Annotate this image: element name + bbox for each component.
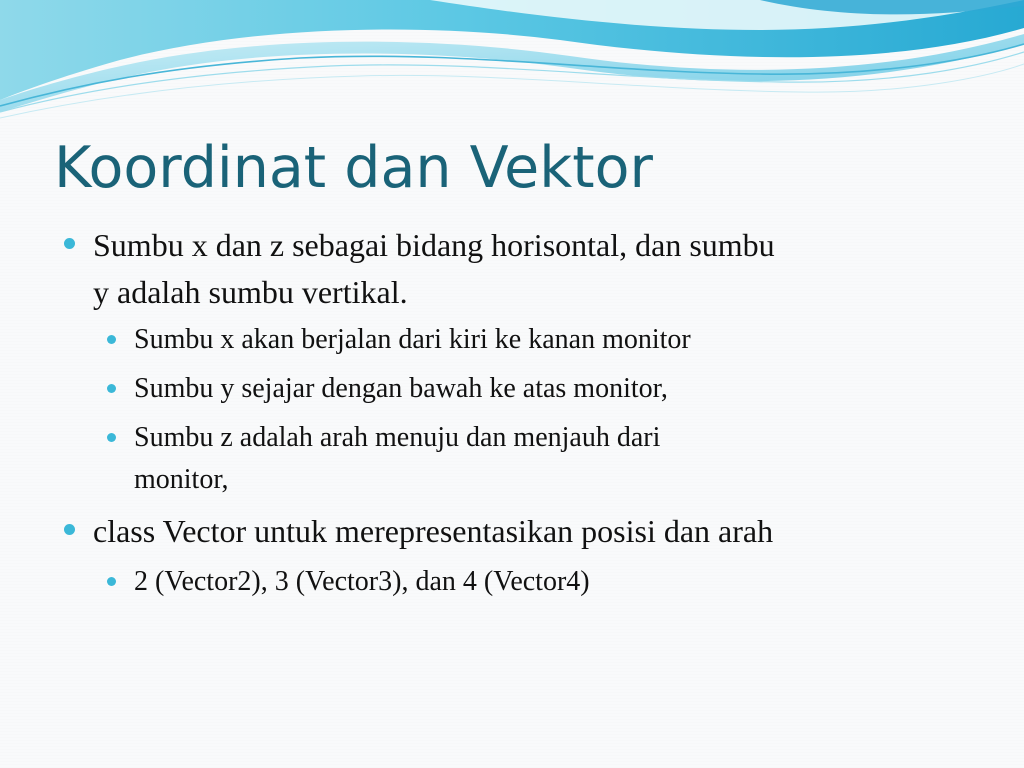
bullet-text-line: Sumbu y sejajar dengan bawah ke atas monitor,: [134, 373, 668, 404]
bullet-text-line: y adalah sumbu vertikal.: [93, 274, 408, 310]
bullet-dot-icon: [64, 524, 75, 535]
bullet-text-line: 2 (Vector2), 3 (Vector3), dan 4 (Vector4): [134, 566, 590, 597]
bullet-text-line: Sumbu z adalah arah menuju dan menjauh dari: [134, 422, 661, 453]
bullet-dot-icon: [107, 335, 116, 344]
bullet-dot-icon: [107, 384, 116, 393]
bullet-text-line: Sumbu x akan berjalan dari kiri ke kanan monitor: [134, 324, 691, 355]
bullet-text-line: class Vector untuk merepresentasikan posisi dan arah: [93, 513, 774, 549]
bullet-text-line: monitor,: [134, 464, 229, 495]
bullet-dot-icon: [64, 238, 75, 249]
slide-title: Koordinat dan Vektor: [54, 135, 653, 201]
bullet-dot-icon: [107, 433, 116, 442]
bullet-dot-icon: [107, 577, 116, 586]
bullet-text-line: Sumbu x dan z sebagai bidang horisontal, dan sumbu: [93, 227, 775, 263]
